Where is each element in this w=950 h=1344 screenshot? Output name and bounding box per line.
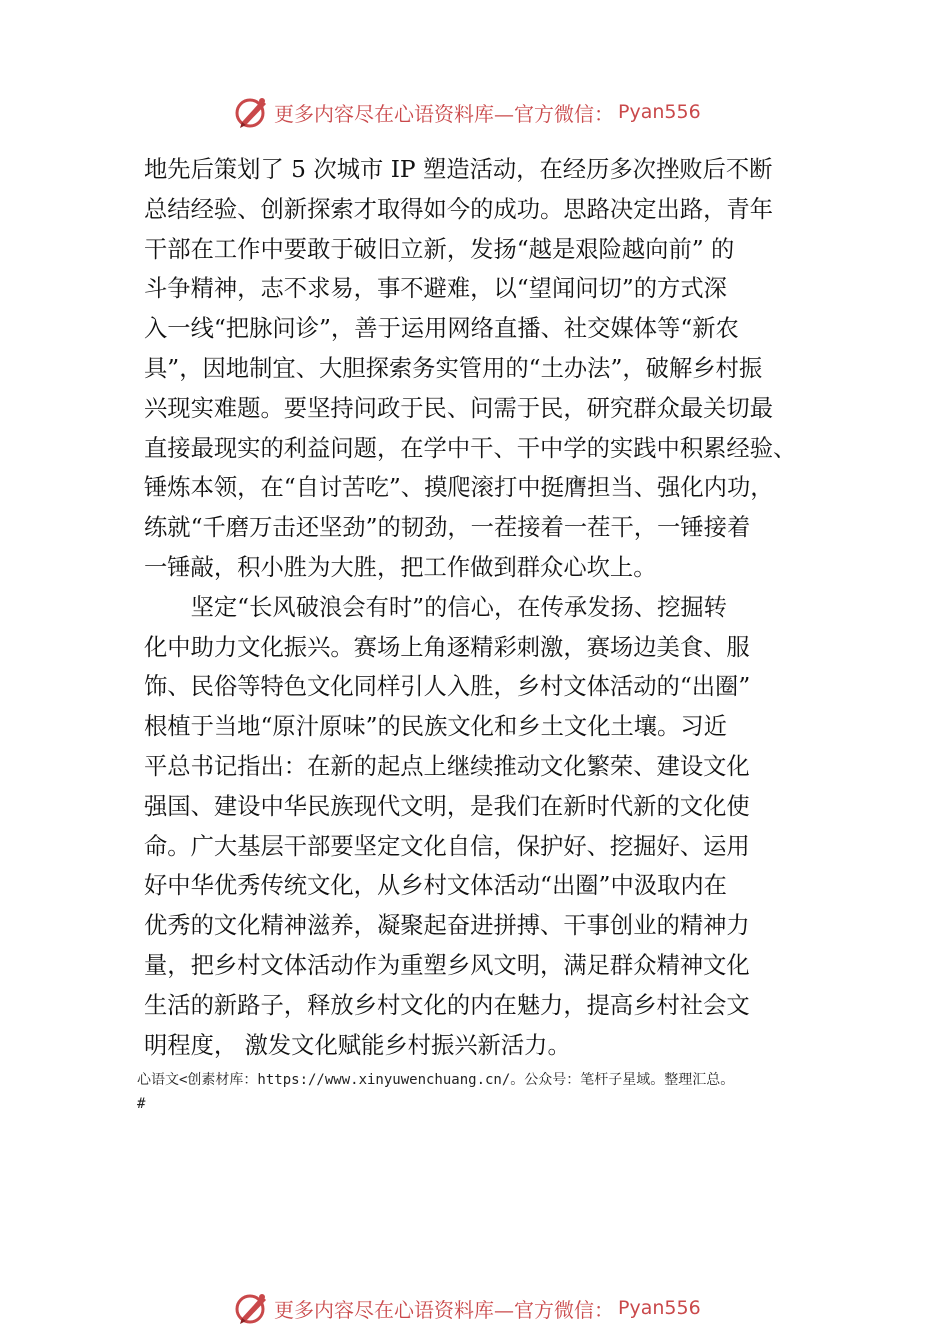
body-line: 命。广大基层干部要坚定文化自信，保护好、挖掘好、运用 <box>144 832 750 860</box>
body-line: 干部在工作中要敢于破旧立新，发扬“越是艰险越向前” 的 <box>144 235 735 263</box>
body-line: 化中助力文化振兴。赛场上角逐精彩刺激，赛场边美食、服 <box>144 633 750 661</box>
body-line: 量，把乡村文体活动作为重塑乡风文明，满足群众精神文化 <box>144 951 750 979</box>
body-line: 兴现实难题。要坚持问政于民、问需于民，研究群众最关切最 <box>144 394 774 422</box>
header-banner <box>232 92 701 132</box>
body-line: 饰、民俗等特色文化同样引人入胜，乡村文体活动的“出圈” <box>144 673 751 701</box>
source-note-hash: # <box>137 1096 146 1112</box>
body-line: 总结经验、创新探索才取得如今的成功。思路决定出路，青年 <box>144 195 774 223</box>
pen-logo-icon <box>232 92 272 132</box>
body-line: 锤炼本领，在“自讨苦吃”、摸爬滚打中挺膺担当、强化内功， <box>144 474 774 502</box>
body-line: 地先后策划了 5 次城市 IP 塑造活动，在经历多次挫败后不断 <box>144 156 773 183</box>
body-line: 一锤敲，积小胜为大胜，把工作做到群众心坎上。 <box>144 553 657 581</box>
header-slogan: 更多内容尽在心语资料库—官方微信： <box>274 101 614 126</box>
body-line: 好中华优秀传统文化，从乡村文体活动“出圈”中汲取内在 <box>144 872 727 900</box>
footer-wechat-id: Pyan556 <box>618 1297 701 1319</box>
body-line: 入一线“把脉问诊”，善于运用网络直播、社交媒体等“新农 <box>144 315 739 343</box>
body-line: 具”，因地制宜、大胆探索务实管用的“土办法”，破解乡村振 <box>144 354 763 382</box>
body-line: 优秀的文化精神滋养，凝聚起奋进拼搏、干事创业的精神力 <box>144 912 750 940</box>
body-line: 斗争精神，志不求易，事不避难，以“望闻问切”的方式深 <box>144 275 727 303</box>
body-line: 坚定“长风破浪会有时”的信心，在传承发扬、挖掘转 <box>144 593 727 621</box>
body-line: 根植于当地“原汁原味”的民族文化和乡土文化土壤。习近 <box>144 713 727 741</box>
footer-banner <box>232 1288 701 1328</box>
source-note-line: 心语文<创素材库：https://www.xinyuwenchuang.cn/。公众号：笔杆子星域。整理汇总。 <box>137 1072 735 1088</box>
body-line: 生活的新路子，释放乡村文化的内在魅力，提高乡村社会文 <box>144 991 750 1019</box>
header-wechat-id: Pyan556 <box>618 101 701 123</box>
source-note <box>137 1068 837 1116</box>
body-line: 强国、建设中华民族现代文明，是我们在新时代新的文化使 <box>144 792 750 820</box>
body-line: 直接最现实的利益问题，在学中干、干中学的实践中积累经验、 <box>144 434 797 462</box>
body-line: 明程度， 激发文化赋能乡村振兴新活力。 <box>144 1031 571 1059</box>
body-line: 平总书记指出：在新的起点上继续推动文化繁荣、建设文化 <box>144 752 750 780</box>
pen-logo-icon <box>232 1288 272 1328</box>
article-body <box>144 150 824 1065</box>
footer-slogan: 更多内容尽在心语资料库—官方微信： <box>274 1297 614 1322</box>
body-line: 练就“千磨万击还坚劲”的韧劲，一茬接着一茬干，一锤接着 <box>144 514 751 542</box>
